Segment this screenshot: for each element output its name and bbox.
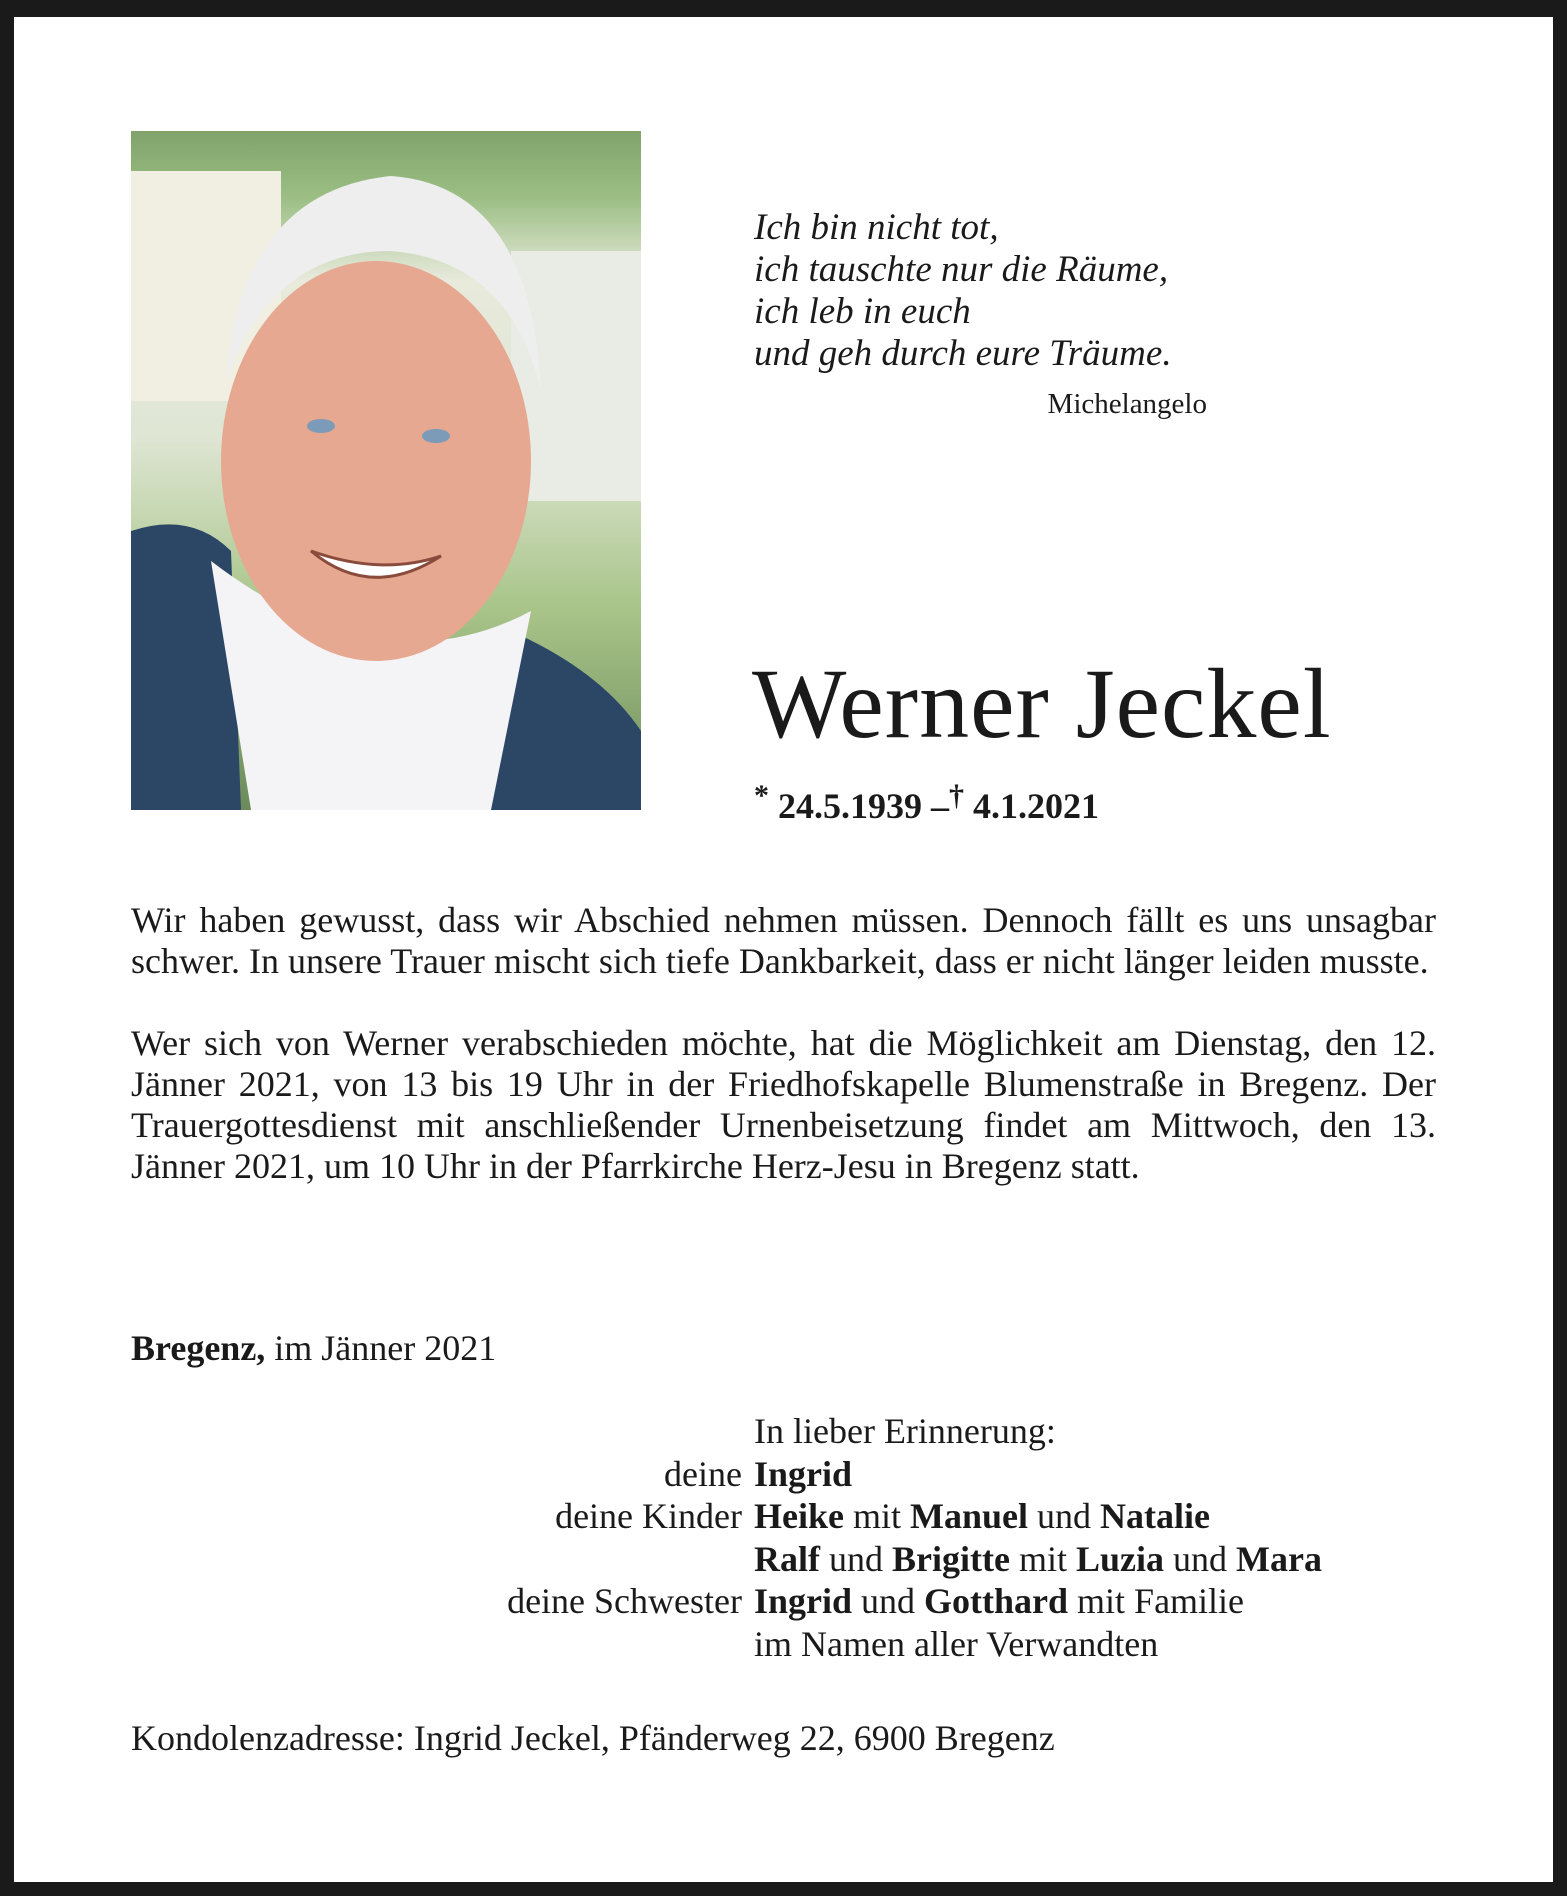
connector-text: und (1028, 1496, 1101, 1536)
mourner-row (131, 1495, 1436, 1538)
mourner-name: Ingrid (754, 1581, 853, 1621)
condolence-address: Kondolenzadresse: Ingrid Jeckel, Pfänderweg 22, 6900 Bregenz (131, 1718, 1055, 1758)
mourner-name: Brigitte (892, 1538, 1010, 1579)
place-city: Bregenz, (131, 1328, 266, 1368)
mourners (131, 1410, 1436, 1665)
relation-label: deine Schwester (507, 1581, 742, 1621)
mourner-name: Luzia (1075, 1538, 1164, 1579)
life-dates (754, 779, 1099, 827)
quote-line: Ich bin nicht tot, (754, 207, 999, 248)
mourner-row (131, 1580, 1436, 1623)
mourner-name: Mara (1235, 1538, 1322, 1579)
paragraph: Wer sich von Werner verabschieden möchte, hat die Möglichkeit am Dienstag, den 12. Jänner 2021, von 13 bis 19 Uhr in der Friedhofskapelle Blumenstraße in Bregenz. Der Trauergottesdienst mit anschließender Urnenbeisetzung findet am Mittwoch, den 13. Jänner 2021, um 10 Uhr in der Pfarrkirche Herz-Jesu in Bregenz statt. (131, 1023, 1436, 1186)
mourner-row (131, 1623, 1436, 1666)
death-symbol: † (949, 779, 964, 812)
connector-text: und (1163, 1538, 1236, 1579)
mourner-name: Heike (754, 1496, 844, 1536)
portrait-photo (131, 131, 641, 810)
mourner-name: Manuel (910, 1496, 1029, 1536)
mourner-name: Ralf (754, 1538, 820, 1579)
mourner-names (754, 1495, 1210, 1538)
relation-label (131, 1538, 754, 1581)
mourner-names (754, 1538, 1322, 1581)
obituary-page (14, 17, 1553, 1882)
mourner-names (754, 1623, 1158, 1666)
connector-text: und (820, 1538, 892, 1579)
mourner-row (131, 1538, 1436, 1581)
connector-text: im Namen aller Verwandten (754, 1623, 1159, 1664)
place-month: im Jänner 2021 (274, 1328, 497, 1368)
connector-text: mit (843, 1496, 910, 1536)
date-separator: – (931, 786, 949, 826)
birth-symbol: * (754, 779, 769, 812)
relation-label (131, 1623, 754, 1666)
relation-label: deine Kinder (555, 1496, 742, 1536)
quote-author: Michelangelo (1047, 388, 1207, 420)
memory-intro: In lieber Erinnerung: (754, 1411, 1056, 1451)
obituary-text (131, 900, 1436, 1228)
place-date (131, 1327, 496, 1369)
quote-line: ich tauschte nur die Räume, (754, 249, 1169, 290)
quote-line: ich leb in euch (754, 291, 971, 332)
mourner-names (754, 1453, 852, 1496)
mourner-names (754, 1580, 1244, 1623)
birth-date: 24.5.1939 (778, 786, 922, 826)
relation-label: deine (664, 1453, 742, 1494)
mourner-name: Gotthard (924, 1581, 1069, 1621)
mourner-row (131, 1453, 1436, 1496)
mourner-name: Natalie (1100, 1496, 1210, 1536)
quote-line: und geh durch eure Träume. (754, 333, 1172, 374)
connector-text: mit (1009, 1538, 1076, 1579)
mourner-name: Ingrid (754, 1453, 853, 1494)
paragraph: Wir haben gewusst, dass wir Abschied nehmen müssen. Dennoch fällt es uns unsagbar schwer. In unsere Trauer mischt sich tiefe Dankbarkeit, dass er nicht länger leiden musste. (131, 900, 1436, 981)
deceased-name: Werner Jeckel (752, 648, 1332, 759)
death-date: 4.1.2021 (973, 786, 1099, 826)
connector-text: mit Familie (1068, 1581, 1245, 1621)
connector-text: und (852, 1581, 925, 1621)
quote (754, 207, 1207, 425)
